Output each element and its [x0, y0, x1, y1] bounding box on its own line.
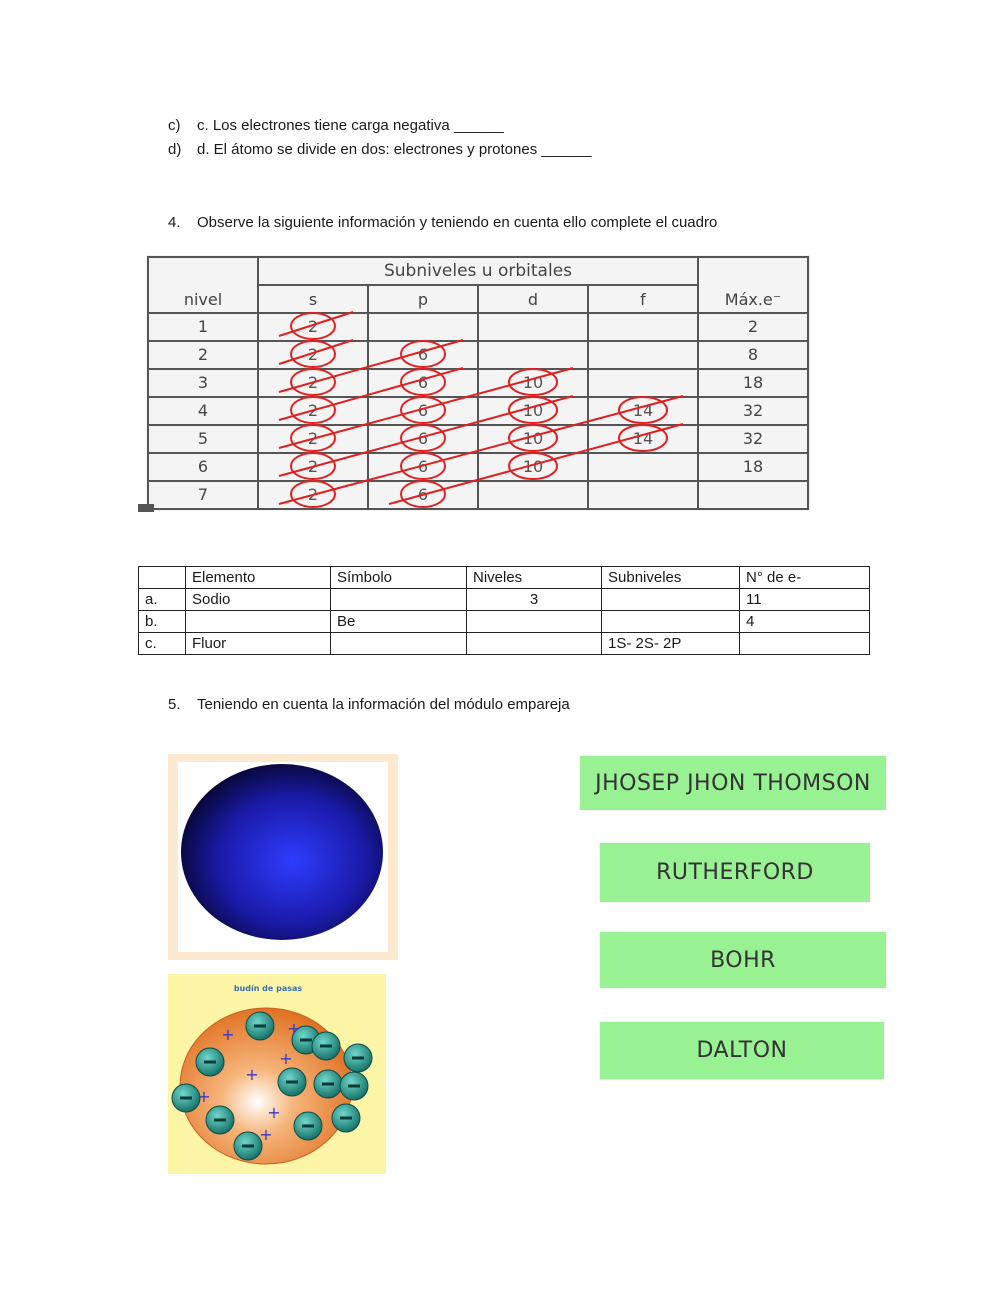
header-cell: Símbolo: [331, 567, 467, 589]
orbital-cell-value: 6: [417, 429, 429, 448]
question-c: [168, 117, 504, 134]
header-cell: [139, 567, 186, 589]
orbital-header-cell: s: [308, 290, 318, 309]
name-label: DALTON: [696, 1038, 788, 1063]
question-5-text: Teniendo en cuenta la información del módulo empareja: [197, 696, 570, 713]
minus-icon: [320, 1045, 332, 1048]
orbital-cell-value: 10: [522, 373, 544, 392]
orbital-cell-value: 2: [307, 457, 319, 476]
orbital-cell-value: 5: [197, 429, 209, 448]
orbital-cell-value: 10: [522, 457, 544, 476]
cell-subniveles[interactable]: [602, 611, 740, 633]
plum-pudding-icon: [168, 974, 386, 1174]
cell-subniveles[interactable]: 1S- 2S- 2P: [602, 633, 740, 655]
orbital-header-cell: p: [417, 290, 429, 309]
thomson-pudding-image[interactable]: [168, 974, 386, 1174]
orbital-header-cell: Máx.e⁻: [724, 290, 782, 309]
cell-niveles[interactable]: [467, 611, 602, 633]
orbital-cell-value: 14: [632, 401, 654, 420]
header-cell: Subniveles: [602, 567, 740, 589]
image-corner-mark: [138, 504, 154, 512]
orbital-cell-value: 10: [522, 401, 544, 420]
name-box-thomson[interactable]: [580, 756, 886, 810]
cell-simbolo[interactable]: [331, 589, 467, 611]
orbital-cell-value: 18: [742, 373, 764, 392]
orbital-cell-value: 2: [307, 485, 319, 504]
table-row: [139, 633, 870, 655]
cell-electrones[interactable]: [740, 633, 870, 655]
question-4-marker: 4.: [168, 214, 181, 231]
question-5-marker: 5.: [168, 696, 181, 713]
orbital-cell-value: 6: [417, 345, 429, 364]
question-5: [168, 696, 570, 713]
minus-icon: [302, 1125, 314, 1128]
question-c-marker: c): [168, 117, 181, 134]
orbital-cell-value: 6: [417, 457, 429, 476]
orbital-cell-value: 7: [197, 485, 209, 504]
orbital-cell-value: 2: [307, 373, 319, 392]
orbital-cell-value: 6: [417, 485, 429, 504]
orbital-table-svg: [146, 255, 810, 511]
plus-icon: +: [245, 1065, 259, 1084]
orbital-cell-value: 3: [197, 373, 209, 392]
name-box-dalton[interactable]: [600, 1022, 884, 1079]
orbital-cell-value: 32: [742, 401, 764, 420]
sphere-icon: [178, 762, 388, 952]
orbital-cell-value: 4: [197, 401, 209, 420]
table-row: [139, 589, 870, 611]
minus-icon: [300, 1039, 312, 1042]
cell-simbolo[interactable]: Be: [331, 611, 467, 633]
table-row: [139, 611, 870, 633]
row-label: c.: [139, 633, 186, 655]
orbital-cell-value: 2: [747, 317, 759, 336]
header-cell: Elemento: [186, 567, 331, 589]
name-label: RUTHERFORD: [656, 860, 814, 885]
header-cell: N° de e-: [740, 567, 870, 589]
minus-icon: [254, 1025, 266, 1028]
minus-icon: [340, 1117, 352, 1120]
name-label: JHOSEP JHON THOMSON: [595, 770, 871, 796]
dalton-sphere-image[interactable]: [168, 754, 398, 960]
question-d-text: d. El átomo se divide en dos: electrones y protones ______: [197, 141, 592, 158]
orbital-cell-value: 2: [307, 429, 319, 448]
orbital-group-header: Subniveles u orbitales: [383, 261, 573, 281]
orbital-cell-value: 8: [747, 345, 759, 364]
cell-elemento[interactable]: [186, 611, 331, 633]
plus-icon: +: [279, 1049, 293, 1068]
question-d-marker: d): [168, 141, 182, 158]
element-table-header: [139, 567, 870, 589]
orbital-cell-value: 18: [742, 457, 764, 476]
orbital-cell-value: 2: [307, 345, 319, 364]
cell-niveles[interactable]: [467, 633, 602, 655]
minus-icon: [180, 1097, 192, 1100]
orbital-cell-value: 10: [522, 429, 544, 448]
minus-icon: [214, 1119, 226, 1122]
cell-elemento[interactable]: Sodio: [186, 589, 331, 611]
cell-subniveles[interactable]: [602, 589, 740, 611]
cell-elemento[interactable]: Fluor: [186, 633, 331, 655]
orbital-cell-value: 6: [417, 373, 429, 392]
orbital-table-image: [146, 255, 810, 511]
name-box-bohr[interactable]: [600, 932, 886, 988]
row-label: a.: [139, 589, 186, 611]
minus-icon: [348, 1085, 360, 1088]
orbital-cell-value: 6: [197, 457, 209, 476]
cell-electrones[interactable]: 4: [740, 611, 870, 633]
orbital-cell-value: 2: [197, 345, 209, 364]
cell-electrones[interactable]: 11: [740, 589, 870, 611]
orbital-cell-value: 2: [307, 317, 319, 336]
orbital-cell-value: 6: [417, 401, 429, 420]
minus-icon: [322, 1083, 334, 1086]
plus-icon: +: [259, 1125, 273, 1144]
plus-icon: +: [267, 1103, 281, 1122]
question-d: [168, 141, 591, 158]
header-cell: Niveles: [467, 567, 602, 589]
minus-icon: [204, 1061, 216, 1064]
plus-icon: +: [197, 1087, 211, 1106]
orbital-cell-value: 1: [197, 317, 209, 336]
pudding-caption: budín de pasas: [233, 984, 303, 993]
cell-niveles[interactable]: 3: [467, 589, 602, 611]
plus-icon: +: [221, 1025, 235, 1044]
name-label: BOHR: [710, 947, 776, 973]
element-table: [138, 566, 870, 655]
orbital-header-cell: d: [527, 290, 539, 309]
cell-simbolo[interactable]: [331, 633, 467, 655]
orbital-header-cell: f: [640, 290, 646, 309]
question-c-text: c. Los electrones tiene carga negativa ______: [197, 117, 504, 134]
orbital-cell-value: 14: [632, 429, 654, 448]
minus-icon: [352, 1057, 364, 1060]
minus-icon: [286, 1081, 298, 1084]
plus-icon: +: [287, 1019, 301, 1038]
row-label: b.: [139, 611, 186, 633]
question-4-text: Observe la siguiente información y teniendo en cuenta ello complete el cuadro: [197, 214, 718, 231]
orbital-header-cell: nivel: [183, 290, 223, 309]
minus-icon: [242, 1145, 254, 1148]
question-4: [168, 214, 717, 231]
name-box-rutherford[interactable]: [600, 843, 870, 902]
orbital-cell-value: 32: [742, 429, 764, 448]
orbital-cell-value: 2: [307, 401, 319, 420]
